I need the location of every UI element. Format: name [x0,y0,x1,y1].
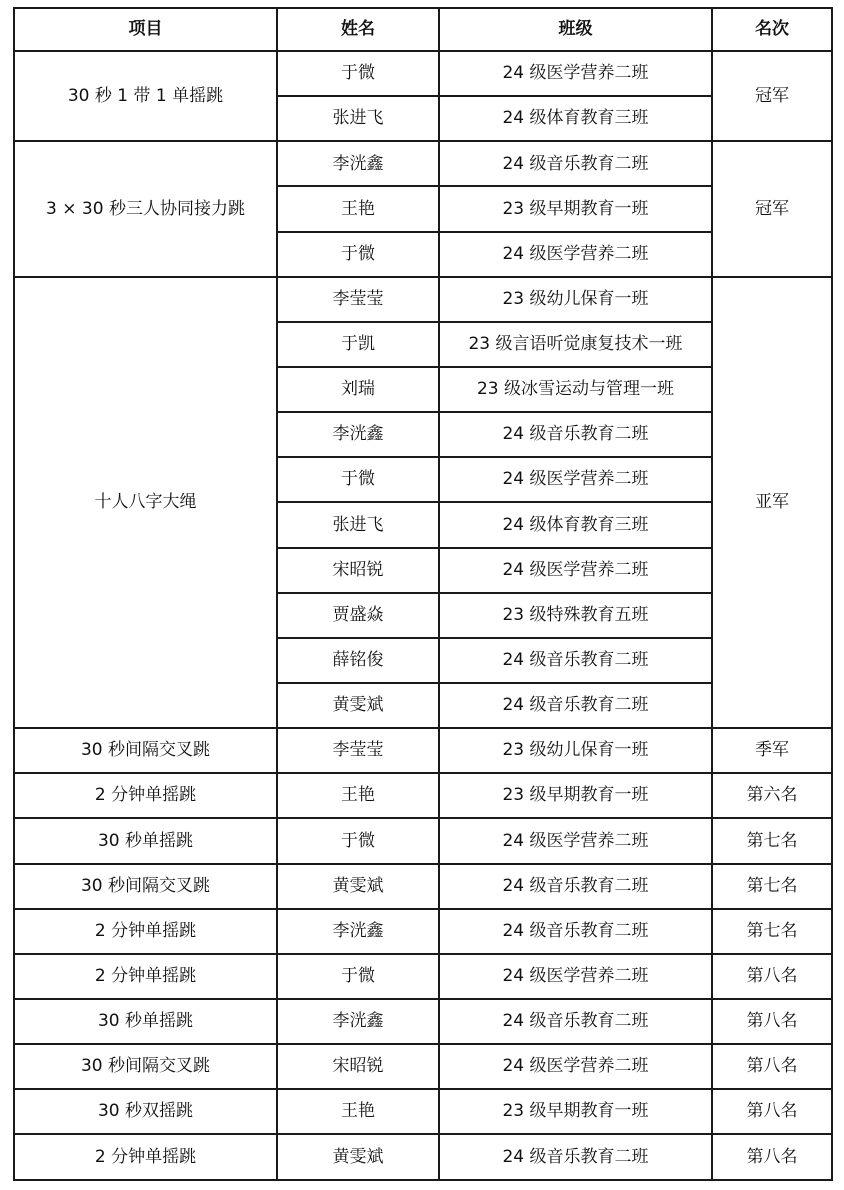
event-cell: 3 × 30 秒三人协同接力跳 [14,141,277,276]
table-row [14,51,832,96]
class-cell: 24 级音乐教育二班 [439,412,712,457]
rank-cell: 第八名 [712,1044,832,1089]
event-cell: 2 分钟单摇跳 [14,773,277,818]
name-cell: 黄雯斌 [277,1134,439,1179]
name-cell: 李莹莹 [277,277,439,322]
class-cell: 24 级音乐教育二班 [439,683,712,728]
name-cell: 张进飞 [277,502,439,547]
rank-cell: 第八名 [712,999,832,1044]
name-cell: 贾盛焱 [277,593,439,638]
rank-cell: 第七名 [712,909,832,954]
event-cell: 30 秒间隔交叉跳 [14,1044,277,1089]
name-cell: 宋昭锐 [277,1044,439,1089]
rank-cell: 第六名 [712,773,832,818]
class-cell: 24 级医学营养二班 [439,548,712,593]
table-header-row [14,8,832,51]
name-cell: 于微 [277,51,439,96]
class-cell: 24 级音乐教育二班 [439,141,712,186]
name-cell: 张进飞 [277,96,439,141]
name-cell: 于微 [277,232,439,277]
table-row [14,818,832,863]
name-cell: 李洸鑫 [277,909,439,954]
name-cell: 黄雯斌 [277,683,439,728]
name-cell: 于微 [277,818,439,863]
table-row [14,277,832,322]
event-cell: 30 秒单摇跳 [14,999,277,1044]
table-body [14,51,832,1180]
rank-cell: 第七名 [712,818,832,863]
class-cell: 24 级医学营养二班 [439,818,712,863]
table-row [14,954,832,999]
table-row [14,141,832,186]
name-cell: 于微 [277,954,439,999]
event-cell: 十人八字大绳 [14,277,277,728]
header-event: 项目 [14,8,277,51]
results-table-container [13,7,831,1181]
name-cell: 李洸鑫 [277,999,439,1044]
table-row [14,1044,832,1089]
name-cell: 李莹莹 [277,728,439,773]
header-class: 班级 [439,8,712,51]
rank-cell: 冠军 [712,141,832,276]
rank-cell: 第七名 [712,864,832,909]
class-cell: 24 级医学营养二班 [439,457,712,502]
event-cell: 30 秒单摇跳 [14,818,277,863]
class-cell: 24 级音乐教育二班 [439,999,712,1044]
table-row [14,728,832,773]
name-cell: 王艳 [277,773,439,818]
event-cell: 2 分钟单摇跳 [14,909,277,954]
name-cell: 李洸鑫 [277,141,439,186]
class-cell: 24 级音乐教育二班 [439,864,712,909]
table-row [14,864,832,909]
name-cell: 薛铭俊 [277,638,439,683]
event-cell: 30 秒间隔交叉跳 [14,864,277,909]
class-cell: 23 级早期教育一班 [439,1089,712,1134]
rank-cell: 冠军 [712,51,832,141]
class-cell: 23 级言语听觉康复技术一班 [439,322,712,367]
class-cell: 23 级幼儿保育一班 [439,277,712,322]
rank-cell: 第八名 [712,1089,832,1134]
name-cell: 王艳 [277,1089,439,1134]
name-cell: 于凯 [277,322,439,367]
rank-cell: 第八名 [712,954,832,999]
results-table [13,7,833,1181]
event-cell: 30 秒间隔交叉跳 [14,728,277,773]
class-cell: 24 级音乐教育二班 [439,909,712,954]
name-cell: 黄雯斌 [277,864,439,909]
class-cell: 23 级冰雪运动与管理一班 [439,367,712,412]
class-cell: 24 级医学营养二班 [439,51,712,96]
name-cell: 刘瑞 [277,367,439,412]
table-row [14,1089,832,1134]
table-row [14,773,832,818]
rank-cell: 第八名 [712,1134,832,1179]
class-cell: 24 级医学营养二班 [439,232,712,277]
event-cell: 30 秒 1 带 1 单摇跳 [14,51,277,141]
class-cell: 23 级早期教育一班 [439,773,712,818]
class-cell: 23 级幼儿保育一班 [439,728,712,773]
name-cell: 李洸鑫 [277,412,439,457]
header-name: 姓名 [277,8,439,51]
class-cell: 24 级医学营养二班 [439,954,712,999]
header-rank: 名次 [712,8,832,51]
class-cell: 24 级音乐教育二班 [439,1134,712,1179]
table-row [14,999,832,1044]
event-cell: 2 分钟单摇跳 [14,1134,277,1179]
name-cell: 于微 [277,457,439,502]
name-cell: 宋昭锐 [277,548,439,593]
class-cell: 23 级特殊教育五班 [439,593,712,638]
table-row [14,1134,832,1179]
class-cell: 24 级体育教育三班 [439,502,712,547]
event-cell: 2 分钟单摇跳 [14,954,277,999]
class-cell: 24 级体育教育三班 [439,96,712,141]
class-cell: 23 级早期教育一班 [439,186,712,231]
event-cell: 30 秒双摇跳 [14,1089,277,1134]
class-cell: 24 级音乐教育二班 [439,638,712,683]
rank-cell: 亚军 [712,277,832,728]
rank-cell: 季军 [712,728,832,773]
table-row [14,909,832,954]
name-cell: 王艳 [277,186,439,231]
class-cell: 24 级医学营养二班 [439,1044,712,1089]
